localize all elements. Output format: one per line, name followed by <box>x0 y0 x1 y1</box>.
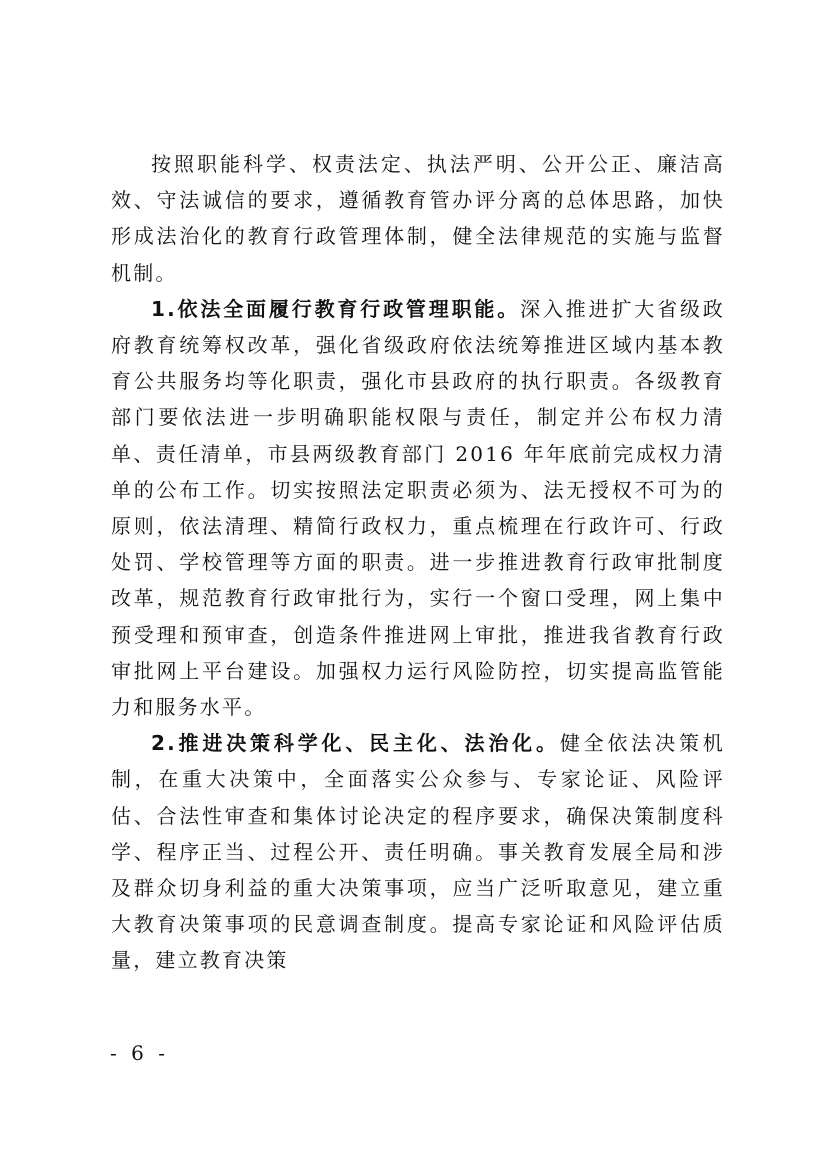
body-text <box>111 146 725 979</box>
paragraph-lead: 1.依法全面履行教育行政管理职能。 <box>151 296 521 321</box>
paragraph-1 <box>111 291 725 725</box>
paragraph-text: 健全依法决策机制，在重大决策中，全面落实公众参与、专家论证、风险评估、合法性审查和集体讨论决定的程序要求，确保决策制度科学、程序正当、过程公开、责任明确。事关教育发展全局和涉及群众切身利益的重大决策事项，应当广泛听取意见，建立重大教育决策事项的民意调查制度。提高专家论证和风险评估质量，建立教育决策 <box>111 731 725 973</box>
paragraph-2 <box>111 725 725 978</box>
paragraph-intro <box>111 146 725 291</box>
page-number: - 6 - <box>110 1041 169 1065</box>
paragraph-text: 按照职能科学、权责法定、执法严明、公开公正、廉洁高效、守法诚信的要求，遵循教育管办评分离的总体思路，加快形成法治化的教育行政管理体制，健全法律规范的实施与监督机制。 <box>111 152 725 285</box>
paragraph-text: 深入推进扩大省级政府教育统筹权改革，强化省级政府依法统筹推进区域内基本教育公共服务均等化职责，强化市县政府的执行职责。各级教育部门要依法进一步明确职能权限与责任，制定并公布权力清单、责任清单，市县两级教育部门 2016 年年底前完成权力清单的公布工作。切实按照法定职责必须为、法无授权不可为的原则，依法清理、精简行政权力，重点梳理在行政许可、行政处罚、学校管理等方面的职责。进一步推进教育行政审批制度改革，规范教育行政审批行为，实行一个窗口受理，网上集中预受理和预审查，创造条件推进网上审批，推进我省教育行政审批网上平台建设。加强权力运行风险防控，切实提高监管能力和服务水平。 <box>111 296 725 720</box>
paragraph-lead: 2.推进决策科学化、民主化、法治化。 <box>151 731 560 756</box>
